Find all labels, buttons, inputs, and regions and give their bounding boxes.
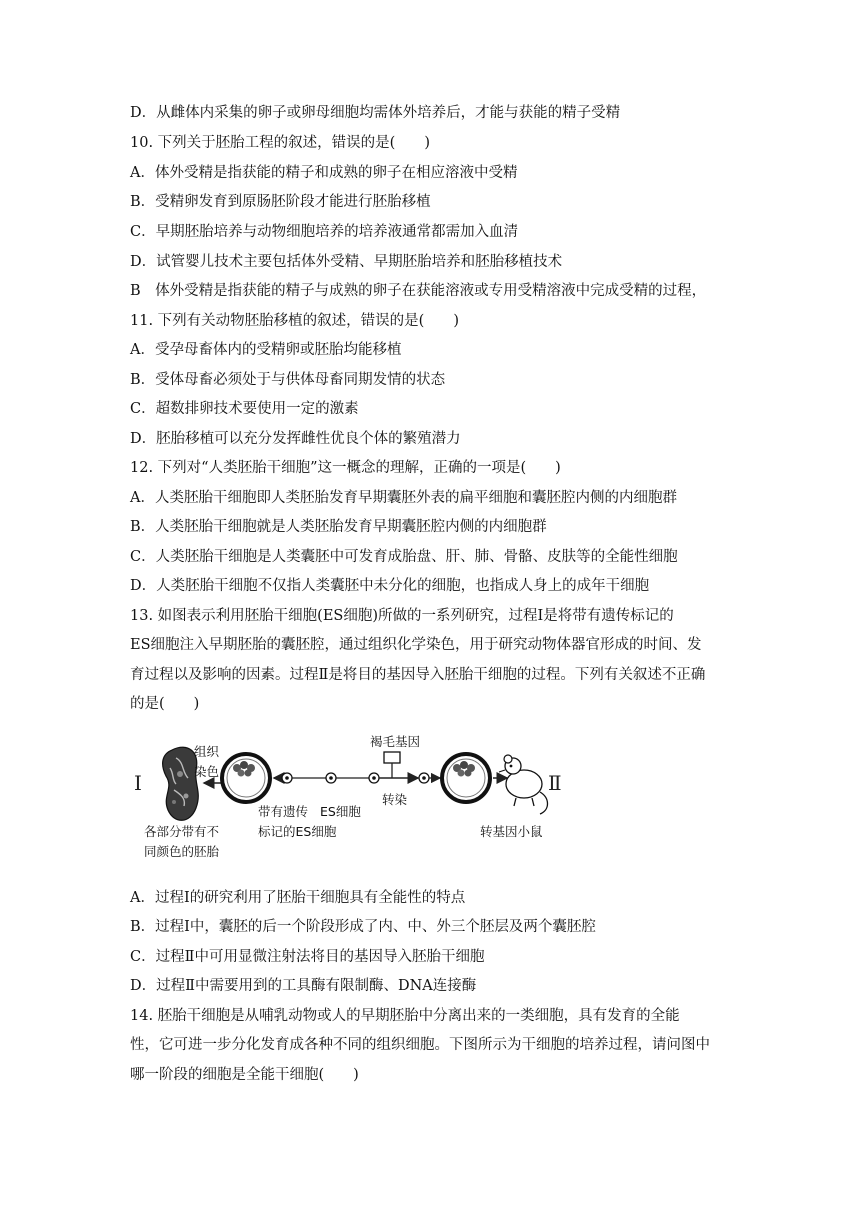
es-cell-icon xyxy=(326,773,336,783)
blastocyst-2-icon xyxy=(442,754,490,802)
q11-stem: 11. 下列有关动物胚胎移植的叙述，错误的是( ) xyxy=(130,313,459,329)
q14-stem-3: 哪一阶段的细胞是全能干细胞( ) xyxy=(130,1067,359,1083)
stain-label-2: 染色 xyxy=(194,764,220,779)
q11-option-b: B．受体母畜必须处于与供体母畜同期发情的状态 xyxy=(130,372,446,388)
transgenic-mouse-icon xyxy=(499,755,548,814)
q13-stem-1: 13. 如图表示利用胚胎干细胞(ES细胞)所做的一系列研究，过程Ⅰ是将带有遗传标记的 xyxy=(130,608,674,624)
q13-option-d: D．过程Ⅱ中需要用到的工具酶有限制酶、DNA连接酶 xyxy=(130,978,477,994)
q13-option-a: A．过程Ⅰ的研究利用了胚胎干细胞具有全能性的特点 xyxy=(130,890,466,906)
q13-stem-2: ES细胞注入早期胚胎的囊胚腔，通过组织化学染色，用于研究动物体器官形成的时间、发 xyxy=(130,637,702,653)
q13-option-c: C．过程Ⅱ中可用显微注射法将目的基因导入胚胎干细胞 xyxy=(130,949,485,965)
stained-embryo-icon xyxy=(163,747,199,820)
embryo-label-2: 同颜色的胚胎 xyxy=(144,844,220,859)
q10-option-d: D．试管婴儿技术主要包括体外受精、早期胚胎培养和胚胎移植技术 xyxy=(130,254,563,270)
q10-option-b: B．受精卵发育到原肠胚阶段才能进行胚胎移植 xyxy=(130,194,431,210)
process-one-label: Ⅰ xyxy=(134,771,142,795)
q9-option-d: D．从雌体内采集的卵子或卵母细胞均需体外培养后，才能与获能的精子受精 xyxy=(130,105,621,121)
q14-stem-2: 性，它可进一步分化发育成各种不同的组织细胞。下图所示为干细胞的培养过程，请问图中 xyxy=(130,1037,710,1053)
q14-stem-1: 14. 胚胎干细胞是从哺乳动物或人的早期胚胎中分离出来的一类细胞，具有发育的全能 xyxy=(130,1008,680,1024)
transfected-es-cell-icon xyxy=(419,773,429,783)
gene-box-icon xyxy=(384,752,400,763)
gene-label: 褐毛基因 xyxy=(370,734,421,749)
q10-answer: B 体外受精是指获能的精子与成熟的卵子在获能溶液或专用受精溶液中完成受精的过程， xyxy=(130,283,707,299)
q12-stem: 12. 下列对“人类胚胎干细胞”这一概念的理解，正确的一项是( ) xyxy=(130,460,561,476)
stain-label-1: 组织 xyxy=(194,744,220,759)
marked-es-label-2: 标记的ES细胞 xyxy=(258,824,337,839)
embryo-label-1: 各部分带有不 xyxy=(144,824,220,839)
q11-option-a: A．受孕母畜体内的受精卵或胚胎均能移植 xyxy=(130,342,402,358)
q12-option-b: B．人类胚胎干细胞就是人类胚胎发育早期囊胚腔内侧的内细胞群 xyxy=(130,519,547,535)
es-cell-transfected-icon xyxy=(369,773,379,783)
q12-option-d: D．人类胚胎干细胞不仅指人类囊胚中未分化的细胞，也指成人身上的成年干细胞 xyxy=(130,578,650,594)
q10-option-a: A．体外受精是指获能的精子和成熟的卵子在相应溶液中受精 xyxy=(130,165,518,181)
transfect-label: 转染 xyxy=(382,792,408,807)
marked-es-cell-icon xyxy=(282,773,292,783)
blastocyst-icon xyxy=(222,754,270,802)
q11-option-c: C．超数排卵技术要使用一定的激素 xyxy=(130,401,359,417)
q12-option-c: C．人类胚胎干细胞是人类囊胚中可发育成胎盘、肝、肺、骨骼、皮肤等的全能性细胞 xyxy=(130,549,678,565)
q12-option-a: A．人类胚胎干细胞即人类胚胎发育早期囊胚外表的扁平细胞和囊胚腔内侧的内细胞群 xyxy=(130,490,677,506)
q10-stem: 10. 下列关于胚胎工程的叙述，错误的是( ) xyxy=(130,135,430,151)
q10-option-c: C．早期胚胎培养与动物细胞培养的培养液通常都需加入血清 xyxy=(130,224,519,240)
process-two-label: Ⅱ xyxy=(548,771,562,795)
figure-svg xyxy=(130,728,570,870)
es-cell-label: ES细胞 xyxy=(320,804,361,819)
mouse-label: 转基因小鼠 xyxy=(480,824,543,839)
marked-es-label-1: 带有遗传 xyxy=(258,804,309,819)
q11-option-d: D．胚胎移植可以充分发挥雌性优良个体的繁殖潜力 xyxy=(130,431,461,447)
q13-option-b: B．过程Ⅰ中，囊胚的后一个阶段形成了内、中、外三个胚层及两个囊胚腔 xyxy=(130,919,596,935)
q13-stem-4: 的是( ) xyxy=(130,696,200,712)
q13-stem-3: 育过程以及影响的因素。过程Ⅱ是将目的基因导入胚胎干细胞的过程。下列有关叙述不正确 xyxy=(130,667,706,683)
es-cell-research-figure xyxy=(130,728,570,870)
